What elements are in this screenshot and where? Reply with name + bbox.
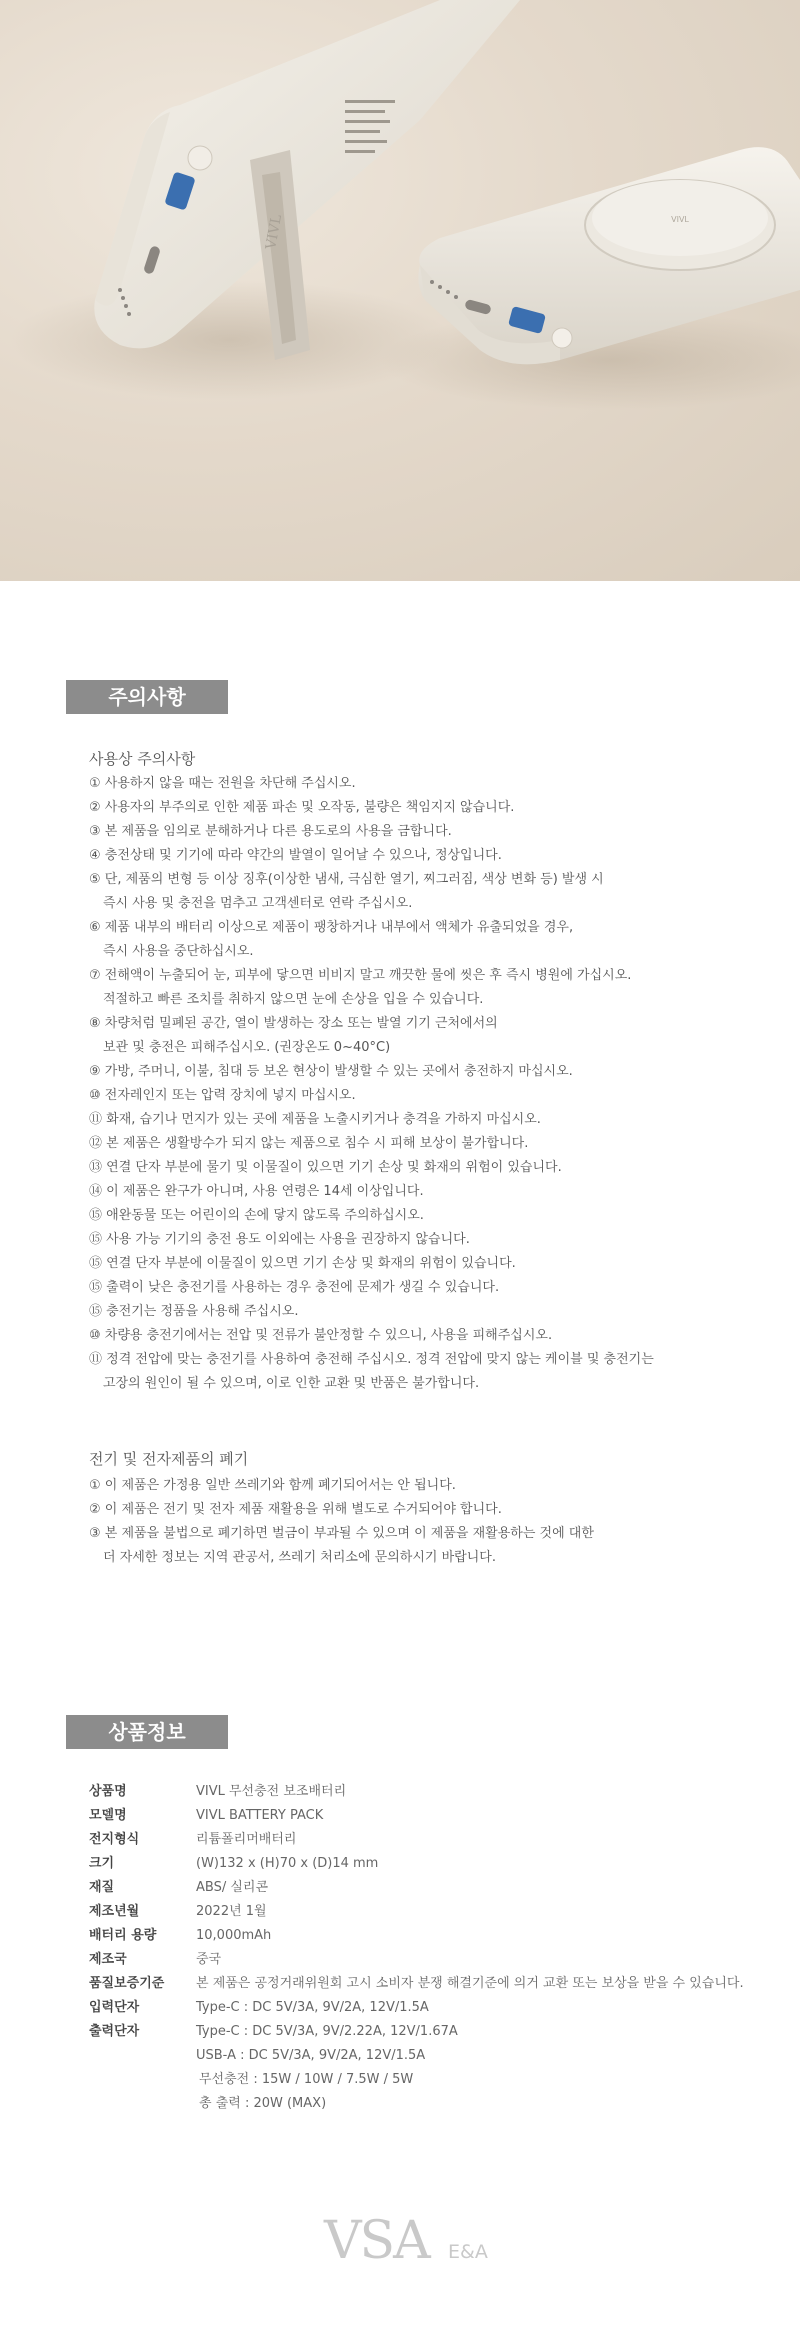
list-item-continuation: 적절하고 빠른 조치를 취하지 않으면 눈에 손상을 입을 수 있습니다. <box>103 992 484 1007</box>
info-row <box>89 1924 749 1948</box>
list-item-text: ① 이 제품은 가정용 일반 쓰레기와 함께 폐기되어서는 안 됩니다. <box>89 1478 456 1493</box>
product-photo <box>0 0 800 581</box>
list-item <box>89 1300 739 1324</box>
list-item-text: ⑤ 단, 제품의 변형 등 이상 징후(이상한 냄새, 극심한 열기, 찌그러짐, 색상 변화 등) 발생 시 <box>89 872 604 887</box>
info-value: 10,000mAh <box>196 1928 272 1943</box>
list-item <box>89 820 739 844</box>
list-item <box>89 1060 739 1084</box>
info-row <box>89 1876 749 1900</box>
list-item-text: ⑭ 이 제품은 완구가 아니며, 사용 연령은 14세 이상입니다. <box>89 1184 424 1199</box>
list-item-text: ⑩ 차량용 충전기에서는 전압 및 전류가 불안정할 수 있으니, 사용을 피해주십시오. <box>89 1328 553 1343</box>
output-extra-line: 무선충전 : 15W / 10W / 7.5W / 5W <box>199 2072 414 2087</box>
list-item <box>89 1108 739 1132</box>
list-item <box>89 1012 739 1060</box>
info-key: 전지형식 <box>89 1832 140 1847</box>
info-row <box>89 1804 749 1828</box>
usage-caution-title: 사용상 주의사항 <box>89 750 196 768</box>
list-item-continuation: 고장의 원인이 될 수 있으며, 이로 인한 교환 및 반품은 불가합니다. <box>103 1376 480 1391</box>
info-value: 본 제품은 공정거래위원회 고시 소비자 분쟁 해결기준에 의거 교환 또는 보상을 받을 수 있습니다. <box>196 1976 744 1991</box>
list-item <box>89 772 739 796</box>
info-row <box>89 1780 749 1804</box>
list-item <box>89 916 739 964</box>
list-item <box>89 1132 739 1156</box>
info-key: 재질 <box>89 1880 115 1895</box>
brand-mark: VIVL <box>263 213 286 251</box>
info-value: Type-C : DC 5V/3A, 9V/2.22A, 12V/1.67A <box>196 2024 458 2039</box>
list-item-text: ⑪ 화재, 습기나 먼지가 있는 곳에 제품을 노출시키거나 충격을 가하지 마십시오. <box>89 1112 541 1127</box>
list-item-continuation: 즉시 사용 및 충전을 멈추고 고객센터로 연락 주십시오. <box>103 896 413 911</box>
info-value: 2022년 1월 <box>196 1904 267 1919</box>
list-item-text: ⑬ 연결 단자 부분에 물기 및 이물질이 있으면 기기 손상 및 화재의 위험이 있습니다. <box>89 1160 562 1175</box>
list-item <box>89 1522 739 1570</box>
list-item <box>89 1180 739 1204</box>
list-item-text: ⑧ 차량처럼 밀폐된 공간, 열이 발생하는 장소 또는 발열 기기 근처에서의 <box>89 1016 498 1031</box>
list-item <box>89 1276 739 1300</box>
output-extra-line: USB-A : DC 5V/3A, 9V/2A, 12V/1.5A <box>196 2048 426 2063</box>
list-item-text: ④ 충전상태 및 기기에 따라 약간의 발열이 일어날 수 있으나, 정상입니다. <box>89 848 502 863</box>
list-item-text: ③ 본 제품을 불법으로 폐기하면 벌금이 부과될 수 있으며 이 제품을 재활용하는 것에 대한 <box>89 1526 594 1541</box>
usage-caution-list <box>89 772 739 1396</box>
info-key: 품질보증기준 <box>89 1976 165 1991</box>
svg-text:E&A: E&A <box>448 2241 488 2263</box>
list-item <box>89 1324 739 1348</box>
list-item-text: ⑮ 연결 단자 부분에 이물질이 있으면 기기 손상 및 화재의 위험이 있습니다. <box>89 1256 516 1271</box>
list-item <box>89 1348 739 1396</box>
list-item-text: ⑨ 가방, 주머니, 이불, 침대 등 보온 현상이 발생할 수 있는 곳에서 충전하지 마십시오. <box>89 1064 573 1079</box>
info-row <box>89 2020 749 2044</box>
info-row <box>89 1972 749 1996</box>
list-item <box>89 844 739 868</box>
info-row <box>89 1852 749 1876</box>
list-item <box>89 1252 739 1276</box>
list-item-text: ① 사용하지 않을 때는 전원을 차단해 주십시오. <box>89 776 356 791</box>
info-row <box>89 1828 749 1852</box>
svg-text:VSA: VSA <box>324 2211 429 2268</box>
list-item-text: ⑮ 출력이 낮은 충전기를 사용하는 경우 충전에 문제가 생길 수 있습니다. <box>89 1280 500 1295</box>
info-value: (W)132 x (H)70 x (D)14 mm <box>196 1856 379 1871</box>
output-extra-line: 총 출력 : 20W (MAX) <box>199 2096 327 2111</box>
list-item <box>89 1474 739 1498</box>
caution-header: 주의사항 <box>66 680 228 714</box>
list-item <box>89 868 739 916</box>
list-item-text: ② 이 제품은 전기 및 전자 제품 재활용을 위해 별도로 수거되어야 합니다. <box>89 1502 502 1517</box>
info-key: 모델명 <box>89 1808 127 1823</box>
vsa-logo <box>322 2208 492 2268</box>
list-item-text: ⑫ 본 제품은 생활방수가 되지 않는 제품으로 침수 시 피해 보상이 불가합니다. <box>89 1136 529 1151</box>
list-item <box>89 796 739 820</box>
list-item-text: ⑮ 충전기는 정품을 사용해 주십시오. <box>89 1304 299 1319</box>
list-item-text: ② 사용자의 부주의로 인한 제품 파손 및 오작동, 불량은 책임지지 않습니다. <box>89 800 515 815</box>
info-row <box>89 1900 749 1924</box>
list-item <box>89 1228 739 1252</box>
list-item-continuation: 보관 및 충전은 피해주십시오. (권장온도 0~40°C) <box>103 1040 391 1055</box>
list-item-continuation: 즉시 사용을 중단하십시오. <box>103 944 254 959</box>
svg-text:VIVL: VIVL <box>671 215 689 224</box>
list-item <box>89 1498 739 1522</box>
info-key: 출력단자 <box>89 2024 140 2039</box>
list-item-text: ⑩ 전자레인지 또는 압력 장치에 넣지 마십시오. <box>89 1088 356 1103</box>
info-key: 크기 <box>89 1856 115 1871</box>
info-row <box>89 1996 749 2020</box>
list-item-continuation: 더 자세한 정보는 지역 관공서, 쓰레기 처리소에 문의하시기 바랍니다. <box>103 1550 496 1565</box>
info-key: 제조년월 <box>89 1904 140 1919</box>
info-key: 입력단자 <box>89 2000 140 2015</box>
list-item-text: ⑥ 제품 내부의 배터리 이상으로 제품이 팽창하거나 내부에서 액체가 유출되었을 경우, <box>89 920 574 935</box>
list-item-text: ⑮ 애완동물 또는 어린이의 손에 닿지 않도록 주의하십시오. <box>89 1208 424 1223</box>
list-item-text: ⑪ 정격 전압에 맞는 충전기를 사용하여 충전해 주십시오. 정격 전압에 맞지 않는 케이블 및 충전기는 <box>89 1352 654 1367</box>
info-key: 배터리 용량 <box>89 1928 157 1943</box>
info-value: 리튬폴리머배터리 <box>196 1832 297 1847</box>
list-item <box>89 1084 739 1108</box>
info-value: Type-C : DC 5V/3A, 9V/2A, 12V/1.5A <box>196 2000 429 2015</box>
list-item-text: ⑮ 사용 가능 기기의 충전 용도 이외에는 사용을 권장하지 않습니다. <box>89 1232 470 1247</box>
list-item <box>89 964 739 1012</box>
info-value: 중국 <box>196 1952 222 1967</box>
disposal-list <box>89 1474 739 1570</box>
info-key: 상품명 <box>89 1784 127 1799</box>
list-item-text: ③ 본 제품을 임의로 분해하거나 다른 용도로의 사용을 금합니다. <box>89 824 452 839</box>
list-item-text: ⑦ 전해액이 누출되어 눈, 피부에 닿으면 비비지 말고 깨끗한 물에 씻은 후 즉시 병원에 가십시오. <box>89 968 632 983</box>
info-key: 제조국 <box>89 1952 127 1967</box>
info-value: ABS/ 실리콘 <box>196 1880 269 1895</box>
info-value: VIVL BATTERY PACK <box>196 1808 324 1823</box>
info-row <box>89 1948 749 1972</box>
product-info-table <box>89 1780 749 2116</box>
list-item <box>89 1204 739 1228</box>
list-item <box>89 1156 739 1180</box>
info-value: VIVL 무선충전 보조배터리 <box>196 1784 347 1799</box>
product-info-header: 상품정보 <box>66 1715 228 1749</box>
disposal-title: 전기 및 전자제품의 폐기 <box>89 1450 249 1468</box>
